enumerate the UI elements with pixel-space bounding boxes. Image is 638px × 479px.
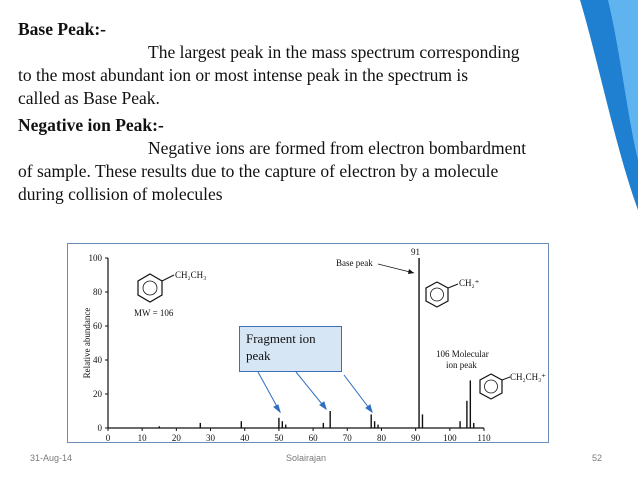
y-tick-label: 60: [93, 321, 102, 331]
y-tick-label: 40: [93, 355, 102, 365]
x-tick-label: 20: [171, 433, 181, 442]
structure-substituent-label: CH₂CH₃: [175, 270, 207, 280]
x-tick-label: 70: [342, 433, 352, 442]
x-tick-label: 100: [443, 433, 457, 442]
molecular-label-1: 106 Molecular: [436, 349, 489, 359]
footer-date: 31-Aug-14: [30, 453, 73, 463]
callout-line-2: peak: [246, 348, 271, 363]
y-tick-label: 0: [97, 423, 102, 433]
base-peak-text-1: The largest peak in the mass spectrum corresponding: [148, 42, 520, 62]
benzyl-ion-structure: [426, 282, 448, 307]
negative-ion-text-3: during collision of molecules: [18, 184, 223, 204]
base-peak-value: 91: [411, 247, 420, 257]
negative-ion-text-1: Negative ions are formed from electron bombardment: [148, 138, 527, 158]
x-tick-label: 10: [137, 433, 147, 442]
y-tick-label: 80: [93, 287, 102, 297]
base-peak-ion-label: CH₂⁺: [459, 278, 480, 288]
callout-line-1: Fragment ion: [246, 331, 316, 346]
base-peak-text-2: to the most abundant ion or most intense peak in the spectrum is: [18, 65, 469, 85]
footer-author: Solairajan: [286, 453, 327, 463]
base-peak-label: Base peak: [336, 258, 373, 268]
mw-label: MW = 106: [134, 308, 174, 318]
x-tick-label: 80: [376, 433, 386, 442]
x-tick-label: 0: [105, 433, 111, 442]
x-tick-label: 50: [274, 433, 284, 442]
fragment-ion-callout: [239, 326, 342, 372]
y-tick-label: 20: [93, 389, 102, 399]
base-peak-heading: Base Peak:-: [18, 19, 106, 39]
x-tick-label: 40: [240, 433, 250, 442]
base-peak-text-3: called as Base Peak.: [18, 88, 160, 108]
negative-ion-heading: Negative ion Peak:-: [18, 115, 164, 135]
x-tick-label: 30: [206, 433, 216, 442]
x-tick-label: 110: [477, 433, 491, 442]
molecular-label-2: ion peak: [446, 360, 477, 370]
ethylbenzene-ion-structure: [480, 374, 502, 399]
x-tick-label: 90: [411, 433, 421, 442]
y-axis-label: Relative abundance: [82, 307, 92, 379]
slide-text: [18, 18, 618, 206]
footer-page-number: 52: [592, 453, 603, 463]
ethylbenzene-structure: [138, 274, 162, 302]
negative-ion-text-2: of sample. These results due to the capture of electron by a molecule: [18, 161, 499, 181]
molecular-ion-label: CH₂CH₃⁺: [510, 372, 547, 382]
y-tick-label: 100: [88, 253, 102, 263]
x-tick-label: 60: [308, 433, 318, 442]
